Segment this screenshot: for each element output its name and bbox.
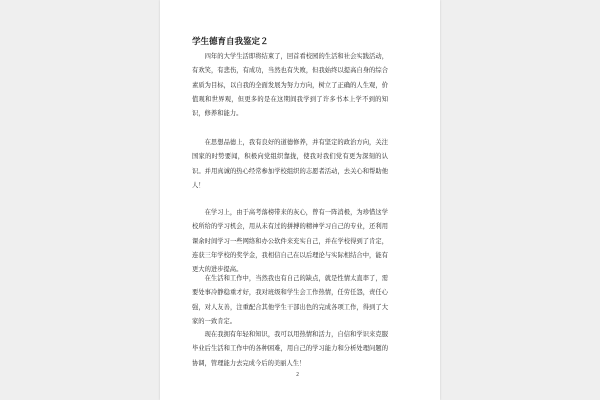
page-number: 2 [296, 372, 300, 378]
document-title: 学生德育自我鉴定２ [192, 37, 269, 47]
paragraph-2: 在思想品德上，我有良好的道德修养，并有坚定的政治方向，关注国家的时势要闻，积极向党组织靠拢，使我对我们党有更为深刻的认识。并用真诚的热心经常参加学校组织的志愿者活动，去关心和帮助他人！ [192, 139, 388, 189]
paragraph-4: 在生活和工作中，当然我也有自己的缺点，就是性情太直率了，需要处事冷静稳重才好，我对班级和学生会工作热情，任劳任怨，责任心强，对人友善，注重配合其他学生干部出色的完成各项工作，得到了大家的一致肯定。 [192, 275, 388, 325]
paragraph-3: 在学习上，由于高考落榜带来的灰心，曾有一阵消极，为珍惜这学校所给的学习机会，用从未有过的拼搏的精神学习自己的专业，还利用课余时间学习一些网络和办公软件来充实自己，并在学校得到了肯定，连获三年学校的奖学金，我相信自己在以后理论与实际相结合中，能有更大的进步提高。 [192, 209, 388, 274]
paragraph-1: 四年的大学生活即将结束了，回首看校园的生活和社会实践活动，有欢笑，有悲伤，有成功，当然也有失败，但我始终以提高自身的综合素质为目标，以自我的全面发展为努力方向，树立了正确的人生观，价值观和世界观，但更多的是在这期间我学到了许多书本上学不到的知识，修养和能力。 [192, 53, 388, 118]
document-page [160, 0, 440, 400]
paragraph-5: 现在我拥有年轻和知识，我可以用热情和活力，自信和学识来克服毕业后生活和工作中的各种困难，用自己的学习能力和分析处理问题的协调，管理能力去完成今后的美丽人生！ [192, 331, 388, 367]
